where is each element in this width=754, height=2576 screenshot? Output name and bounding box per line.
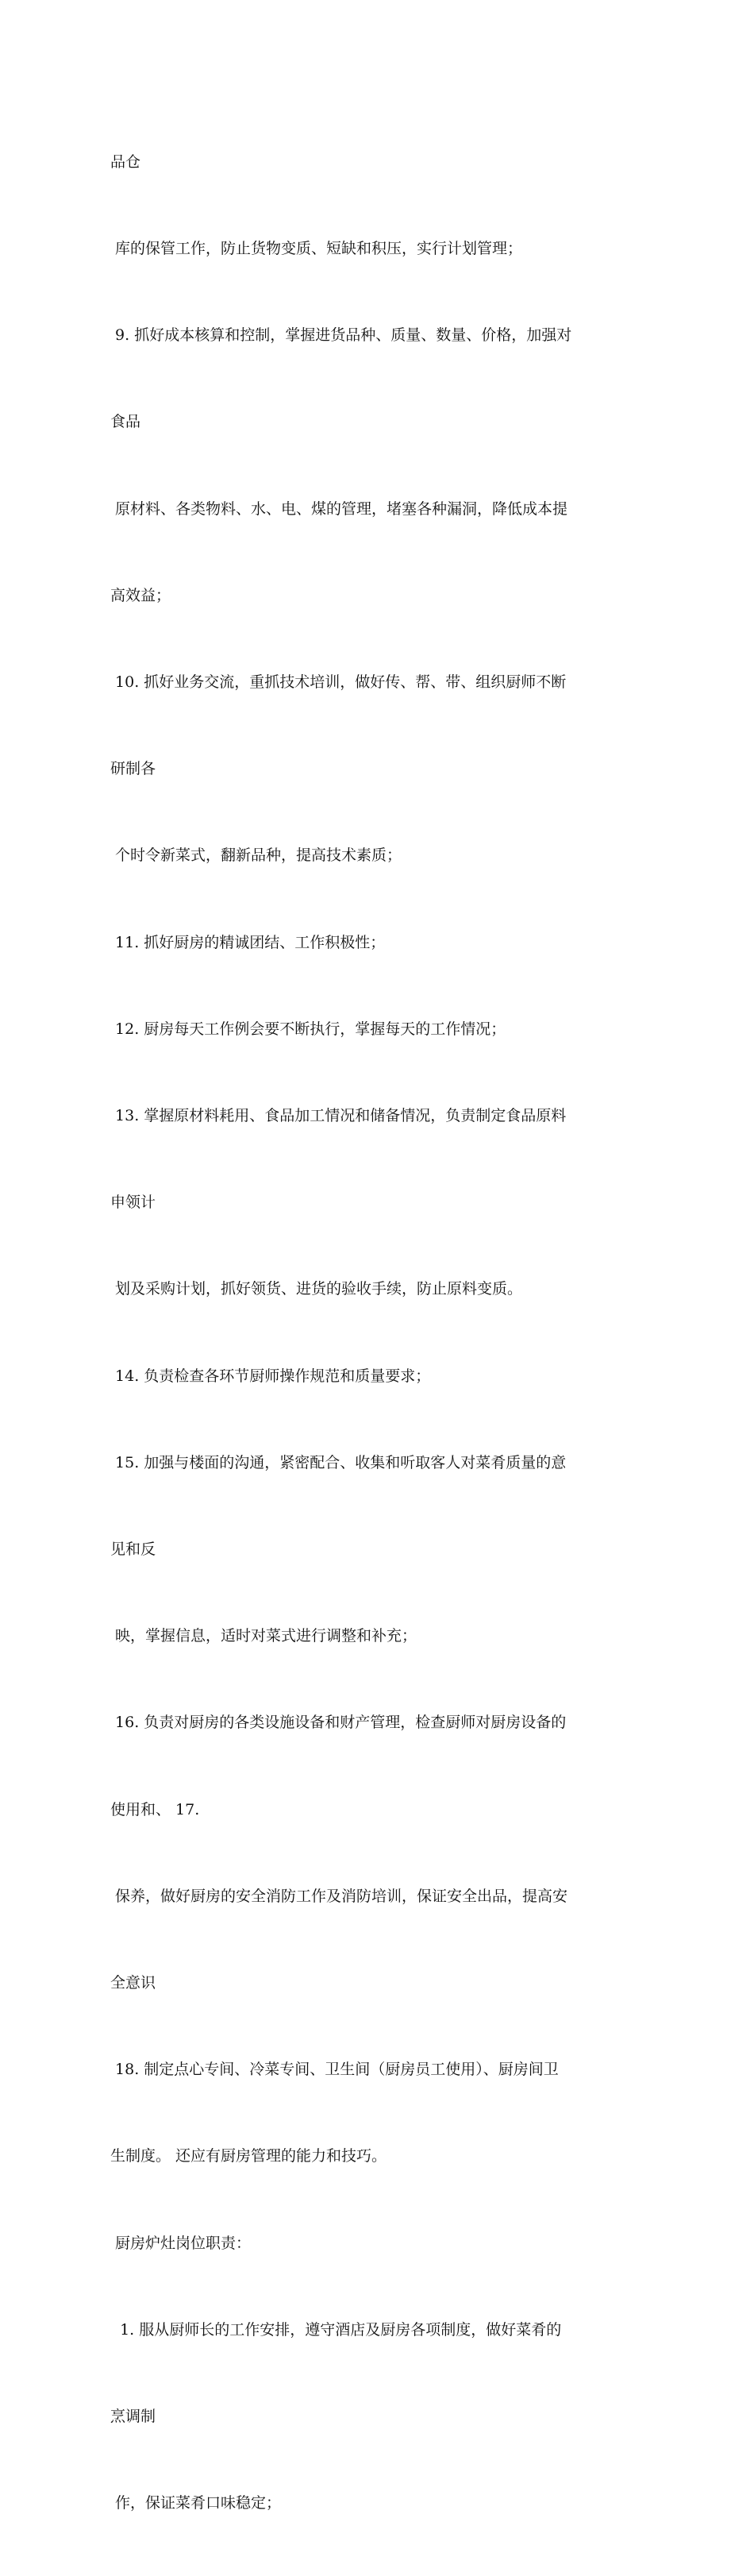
- text-line: 1. 服从厨师长的工作安排，遵守酒店及厨房各项制度，做好菜肴的: [110, 2320, 562, 2339]
- text-line: 原材料、各类物料、水、电、煤的管理，堵塞各种漏洞，降低成本提: [110, 499, 568, 518]
- document-body: [110, 90, 650, 2576]
- text-line: 使用和、 17.: [110, 1800, 200, 1818]
- text-line: 厨房炉灶岗位职责：: [110, 2234, 252, 2252]
- text-line: 划及采购计划，抓好领货、进货的验收手续，防止原料变质。: [110, 1280, 523, 1298]
- text-line: 10. 抓好业务交流，重抓技术培训，做好传、帮、带、组织厨师不断: [110, 673, 567, 692]
- text-line: 11. 抓好厨房的精诚团结、工作积极性；: [110, 933, 386, 951]
- text-line: 高效益；: [110, 586, 171, 604]
- text-line: 13. 掌握原材料耗用、食品加工情况和储备情况，负责制定食品原料: [110, 1107, 567, 1125]
- text-line: 9. 抓好成本核算和控制，掌握进货品种、质量、数量、价格，加强对: [110, 326, 572, 345]
- text-line: 食品: [110, 413, 141, 431]
- text-line: 申领计: [110, 1194, 156, 1212]
- text-line: 作，保证菜肴口味稳定；: [110, 2494, 282, 2512]
- text-line: 18. 制定点心专间、冷菜专间、卫生间（厨房员工使用）、厨房间卫: [110, 2061, 559, 2079]
- text-line: 15. 加强与楼面的沟通，紧密配合、收集和听取客人对菜肴质量的意: [110, 1453, 567, 1471]
- text-line: 全意识: [110, 1974, 156, 1992]
- text-line: 保养，做好厨房的安全消防工作及消防培训，保证安全出品，提高安: [110, 1887, 568, 1905]
- text-line: 库的保管工作，防止货物变质、短缺和积压，实行计划管理；: [110, 240, 523, 258]
- text-line: 生制度。 还应有厨房管理的能力和技巧。: [110, 2147, 387, 2165]
- text-line: 16. 负责对厨房的各类设施设备和财产管理，检查厨师对厨房设备的: [110, 1714, 567, 1732]
- text-line: 见和反: [110, 1541, 156, 1559]
- text-line: 烹调制: [110, 2408, 156, 2426]
- text-line: 个时令新菜式，翻新品种，提高技术素质；: [110, 846, 402, 865]
- text-line: 映，掌握信息，适时对菜式进行调整和补充；: [110, 1627, 417, 1645]
- text-line: 12. 厨房每天工作例会要不断执行，掌握每天的工作情况；: [110, 1020, 506, 1038]
- text-line: 品仓: [110, 152, 141, 171]
- text-line: 研制各: [110, 760, 156, 778]
- text-line: 14. 负责检查各环节厨师操作规范和质量要求；: [110, 1367, 431, 1385]
